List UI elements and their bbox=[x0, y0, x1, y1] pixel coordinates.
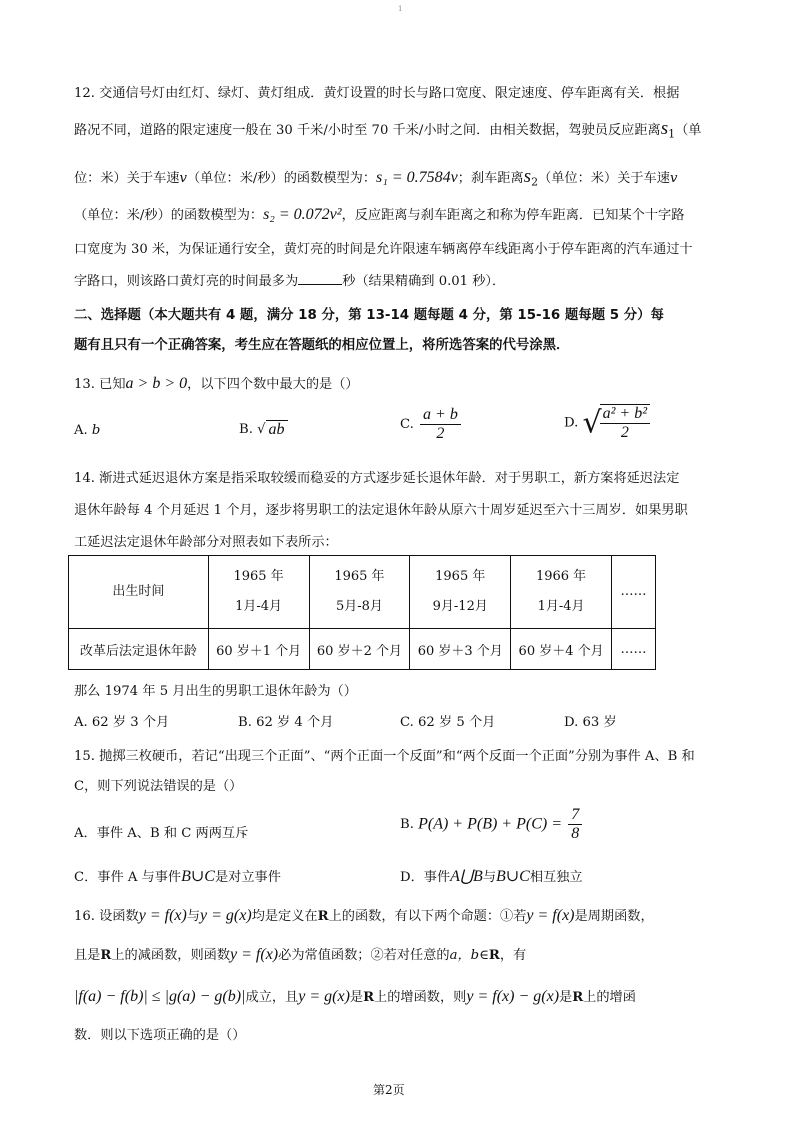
table-cell: 1965 年 5月-8月 bbox=[309, 556, 410, 629]
table-cell: …… bbox=[612, 629, 656, 670]
q12-line-3: 位：米）关于车速v（单位：米/秒）的函数模型为：s₁ = 0.7584v；刹车距离$s_2$（单位：米）关于车速v bbox=[74, 166, 678, 189]
q13-option-b: B. √ ab bbox=[239, 420, 288, 439]
q12-line-4: （单位：米/秒）的函数模型为：s₂ = 0.072v²，反应距离与刹车距离之和称为停车距离．已知某个十字路 bbox=[74, 206, 685, 223]
q13-option-a: A. b bbox=[74, 423, 101, 438]
q14-option-d: D. 63 岁 bbox=[564, 715, 617, 730]
reaction-distance-formula: s₁ = 0.7584v bbox=[376, 169, 458, 186]
table-row bbox=[69, 629, 656, 670]
q14-line-1: 14. 渐进式延迟退休方案是指采取较缓而稳妥的方式逐步延长退休年龄．对于男职工，新方案将延迟法定 bbox=[74, 471, 680, 486]
page-number: 第2页 bbox=[373, 1083, 405, 1097]
table-cell: 1965 年 9月-12月 bbox=[410, 556, 511, 629]
q15-option-c: C．事件 A 与事件B∪C是对立事件 bbox=[74, 868, 281, 885]
table-cell: 60 岁＋1 个月 bbox=[208, 629, 309, 670]
q16-line-2: 且是R上的减函数，则函数y = f(x)必为常值函数；②若对任意的a，b∈R，有 bbox=[74, 946, 527, 963]
table-cell: 1965 年 1月-4月 bbox=[208, 556, 309, 629]
q15-line-2: C，则下列说法错误的是（） bbox=[74, 779, 243, 794]
q13-option-c: C. $\frac{a + b}{2}$ bbox=[400, 406, 463, 443]
table-cell: 1966 年 1月-4月 bbox=[511, 556, 612, 629]
table-cell: …… bbox=[612, 556, 656, 629]
answer-blank bbox=[298, 272, 342, 285]
table-cell: 60 岁＋3 个月 bbox=[410, 629, 511, 670]
q13-option-d: D. √ $\frac{\text{a² + b²}}{2}$ bbox=[564, 404, 652, 442]
q12-line-5: 口宽度为 30 米，为保证通行安全，黄灯亮的时间是允许限速车辆离停车线距离小于停车距离的汽车通过十 bbox=[74, 242, 693, 257]
q14-option-b: B. 62 岁 4 个月 bbox=[238, 715, 334, 730]
table-header-cell: 改革后法定退休年龄 bbox=[69, 629, 209, 670]
table-cell: 60 岁＋4 个月 bbox=[511, 629, 612, 670]
q14-question: 那么 1974 年 5 月出生的男职工退休年龄为（） bbox=[74, 684, 357, 699]
q14-line-3: 工延迟法定退休年龄部分对照表如下表所示： bbox=[74, 535, 338, 550]
q14-option-c: C. 62 岁 5 个月 bbox=[400, 715, 496, 730]
q16-line-1: 16. 设函数y = f(x)与y = g(x)均是定义在R上的函数，有以下两个命题：①若y = f(x)是周期函数， bbox=[74, 907, 654, 924]
table-header-cell: 出生时间 bbox=[69, 556, 209, 629]
q12-line-6: 字路口，则该路口黄灯亮的时间最多为 秒（结果精确到 0.01 秒）． bbox=[74, 274, 506, 289]
q12-line-2: 路况不同，道路的限定速度一般在 30 千米/小时至 70 千米/小时之间．由相关数据，驾驶员反应距离$s_1$（单 bbox=[74, 118, 702, 141]
page-mark: 1 bbox=[398, 5, 403, 13]
q14-option-a: A. 62 岁 3 个月 bbox=[74, 715, 170, 730]
q15-line-1: 15. 抛掷三枚硬币，若记“出现三个正面”、“两个正面一个反面”和“两个反面一个正面”分别为事件 A、B 和 bbox=[74, 749, 695, 764]
section2-title-line-1: 二、选择题（本大题共有 4 题，满分 18 分，第 13-14 题每题 4 分，第 15-16 题每题 5 分）每 bbox=[74, 308, 664, 323]
q12-line-1: 12. 交通信号灯由红灯、绿灯、黄灯组成．黄灯设置的时长与路口宽度、限定速度、停车距离有关．根据 bbox=[74, 86, 680, 101]
q13-stem: 13. 已知a > b > 0，以下四个数中最大的是（） bbox=[74, 375, 359, 392]
q15-option-b: B. P(A) + P(B) + P(C) = $\frac{7}{8}$ bbox=[400, 806, 584, 843]
table-cell: 60 岁＋2 个月 bbox=[309, 629, 410, 670]
q15-option-a: A．事件 A、B 和 C 两两互斥 bbox=[74, 826, 249, 841]
table-row bbox=[69, 556, 656, 629]
q16-line-4: 数．则以下选项正确的是（） bbox=[74, 1028, 246, 1043]
q14-line-2: 退休年龄每 4 个月延迟 1 个月，逐步将男职工的法定退休年龄从原六十周岁延迟至六十三周岁．如果男职 bbox=[74, 503, 688, 518]
q16-line-3: |f(a) − f(b)| ≤ |g(a) − g(b)|成立，且y = g(x)是R上的增函数，则y = f(x) − g(x)是R上的增函 bbox=[74, 988, 636, 1005]
section2-title-line-2: 题有且只有一个正确答案，考生应在答题纸的相应位置上，将所选答案的代号涂黑． bbox=[74, 338, 570, 353]
retirement-age-table bbox=[68, 555, 656, 670]
braking-distance-formula: s₂ = 0.072v² bbox=[263, 206, 342, 223]
q15-option-d: D．事件A⋃B与B∪C相互独立 bbox=[400, 868, 583, 885]
